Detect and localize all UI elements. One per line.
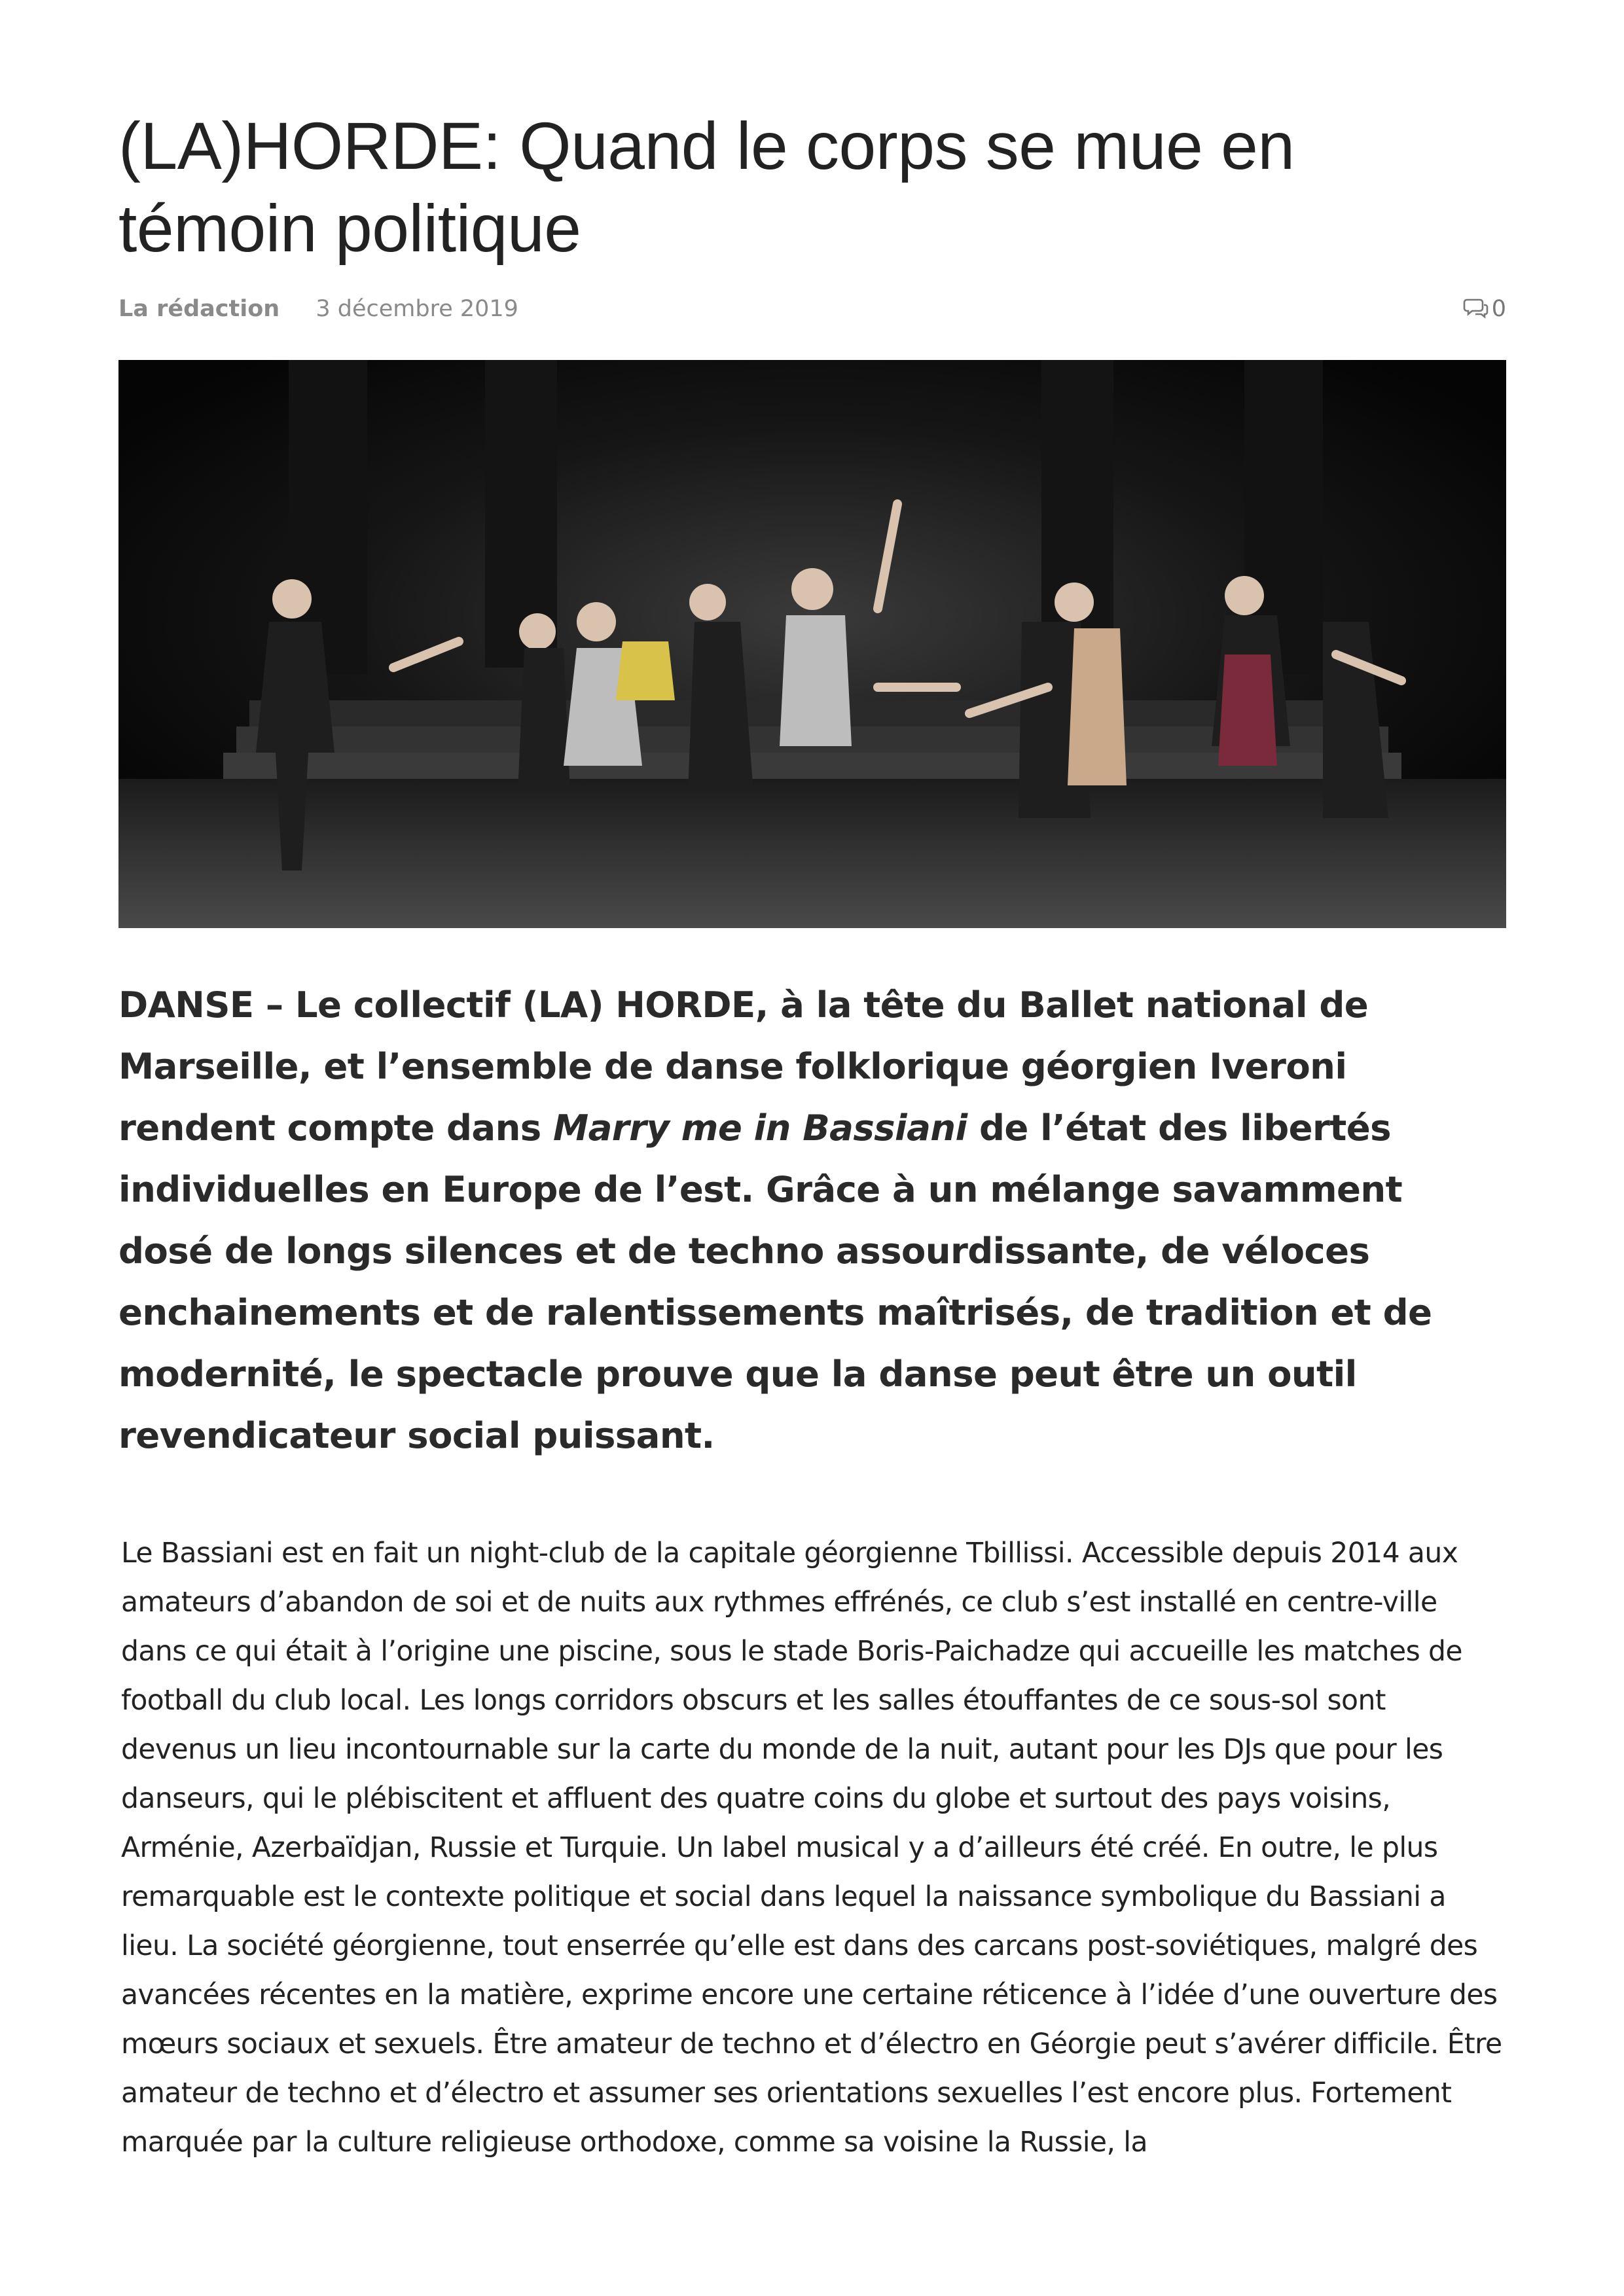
article-body: Le Bassiani est en fait un night-club de la capitale géorgienne Tbillissi. Accessible depuis 2014 aux amateurs d’abandon de soi et de nuits aux rythmes effrénés, ce club s’est installé en centre-ville dans ce qui était à l’origine une piscine, sous le stade Boris-Paichadze qui accueille les matches de football du club local. Les longs corridors obscurs et les salles étouffantes de ce sous-sol sont devenus un lieu incontournable sur la carte du monde de la nuit, autant pour les DJs que pour les danseurs, qui le plébiscitent et affluent des quatre coins du globe et surtout des pays voisins, Arménie, Azerbaïdjan, Russie et Turquie. Un label musical y a d’ailleurs été créé. En outre, le plus remarquable est le contexte politique et social dans lequel la naissance symbolique du Bassiani a lieu. La société géorgienne, tout enserrée qu’elle est dans des carcans post-soviétiques, malgré des avancées récentes en la matière, exprime encore une certaine réticence à l’idée d’une ouverture des mœurs sociaux et sexuels. Être amateur de techno et d’électro en Géorgie peut s’avérer difficile. Être amateur de techno et d’électro et assumer ses orientations sexuelles l’est encore plus. Fortement marquée par la culture religieuse orthodoxe, comme sa voisine la Russie, la bbox=[121, 1537, 1502, 2159]
lead-text: DANSE – Le collectif (LA) HORDE, à la tête du Ballet national de Marseille, et l’ensemble de danse folklorique géorgien Iveroni rendent compte dans bbox=[118, 984, 1369, 1149]
article-meta bbox=[118, 289, 1506, 329]
lead-text-continued: de l’état des libertés individuelles en Europe de l’est. Grâce à un mélange savamment dosé de longs silences et de techno assourdissante, de véloces enchainements et de ralentissements maîtrisés, de tradition et de modernité, le spectacle prouve que la danse peut être un outil revendicateur social puissant. bbox=[118, 1107, 1432, 1456]
comments-icon bbox=[1463, 297, 1489, 321]
publish-date: 3 décembre 2019 bbox=[316, 296, 518, 322]
article bbox=[118, 105, 1506, 2167]
article-lead bbox=[118, 974, 1506, 1466]
hero-photo bbox=[118, 360, 1506, 928]
show-title: Marry me in Bassiani bbox=[552, 1107, 967, 1149]
comment-count: 0 bbox=[1491, 296, 1506, 322]
article-title: (LA)HORDE: Quand le corps se mue en témoin politique bbox=[118, 109, 1295, 266]
comments-link[interactable] bbox=[1463, 289, 1506, 329]
author-link[interactable]: La rédaction bbox=[118, 296, 280, 322]
